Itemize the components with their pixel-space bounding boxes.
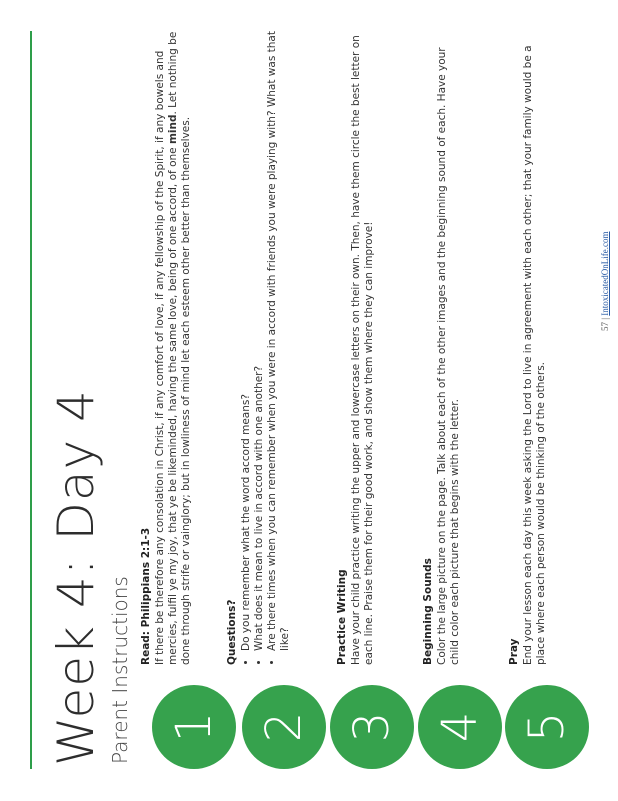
question-item: • Are there times when you can remember when you were in accord with friends you were playing with? What was that like? (266, 25, 292, 651)
page-title: Week 4: Day 4 (47, 389, 105, 766)
step-4-section (422, 25, 462, 665)
step-5-section (508, 25, 548, 665)
question-item: • What does it mean to live in accord with one another? (253, 25, 266, 651)
step-2-section (226, 25, 292, 665)
step-1-section (140, 25, 193, 665)
step-2-circle: 2 (242, 685, 326, 769)
question-item: • Do you remember what the word accord means? (240, 25, 253, 651)
step-1-heading: Read: Philippians 2:1-3 (140, 527, 152, 665)
step-3-heading: Practice Writing (336, 569, 348, 665)
page-number: 57 (600, 322, 610, 331)
step-4-heading: Beginning Sounds (422, 558, 434, 665)
step-3-section (336, 25, 376, 665)
footer-separator: | (600, 317, 610, 320)
header-rule (30, 31, 32, 769)
step-5-heading: Pray (508, 638, 520, 665)
step-1-text (154, 25, 193, 665)
page-footer (600, 231, 610, 331)
step-5-circle: 5 (505, 685, 589, 769)
scripture-part-1: If there be therefore any consolation in Christ, if any comfort of love, if any fellowship of the Spirit, if any bowels and mercies, fulfil ye my joy, that ye be likeminded, having the same love, being of one accord, of one (154, 50, 179, 665)
step-1-circle: 1 (152, 685, 236, 769)
step-4-text: Color the large picture on the page. Talk about each of the other images and the beginning sound of each. Have your child color each picture that begins with the letter. (436, 47, 461, 665)
step-3-text: Have your child practice writing the upper and lowercase letters on their own. Then, have them circle the best letter on each line. Praise them for their good work, and show them where they can improve! (350, 35, 375, 665)
step-3-circle: 3 (330, 685, 414, 769)
page-subtitle: Parent Instructions (108, 576, 132, 764)
site-link[interactable]: IntoxicatedOnLife.com (600, 231, 610, 316)
questions-list (240, 25, 292, 665)
scripture-bold-word: mind (167, 114, 179, 145)
step-4-circle: 4 (418, 685, 502, 769)
scripture-part-2: . Let nothing be done through strife or vainglory; but in lowliness of mind let each esteem other better than themselves. (167, 31, 192, 665)
step-2-heading: Questions? (226, 599, 238, 665)
step-5-text: End your lesson each day this week asking the Lord to live in agreement with each other; that your family would be a place where each person would be thinking of the others. (522, 45, 547, 665)
